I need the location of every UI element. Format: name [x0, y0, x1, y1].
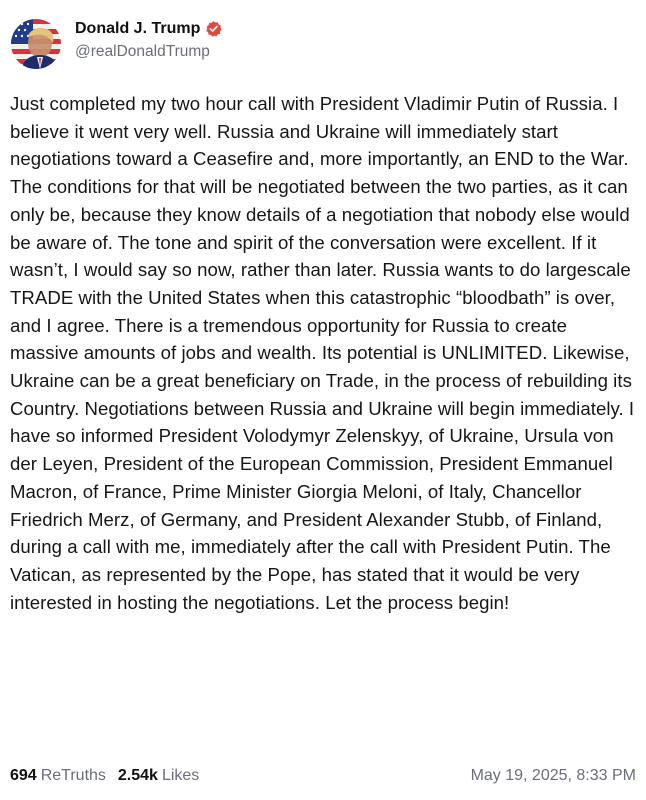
likes-label: Likes — [161, 767, 200, 784]
verified-badge-icon — [205, 20, 222, 37]
author-handle[interactable]: @realDonaldTrump — [75, 42, 210, 60]
display-name[interactable]: Donald J. Trump — [75, 19, 201, 37]
author-info — [75, 20, 222, 61]
avatar[interactable] — [11, 19, 61, 69]
post-body-text: Just completed my two hour call with President Vladimir Putin of Russia. I believe it went very well. Russia and Ukraine will immediately start negotiations toward a Ceasefire and, more importantly, an END to the War. The conditions for that will be negotiated between the two parties, as it can only be, because they know details of a negotiation that nobody else would be aware of. The tone and spirit of the conversation were excellent. If it wasn’t, I would say so now, rather than later. Russia wants to do largescale TRADE with the United States when this catastrophic “bloodbath” is over, and I agree. There is a tremendous opportunity for Russia to create massive amounts of jobs and wealth. Its potential is UNLIMITED. Likewise, Ukraine can be a great beneficiary on Trade, in the process of rebuilding its Country. Negotiations between Russia and Ukraine will begin immediately. I have so informed President Volodymyr Zelenskyy, of Ukraine, Ursula von der Leyen, President of the European Commission, President Emmanuel Macron, of France, Prime Minister Giorgia Meloni, of Italy, Chancellor Friedrich Merz, of Germany, and President Alexander Stubb, of Finland, during a call with me, immediately after the call with President Putin. The Vatican, as represented by the Pope, has stated that it would be very interested in hosting the negotiations. Let the process begin! — [10, 93, 635, 613]
retruths-count: 694 — [10, 767, 37, 784]
post-footer — [10, 767, 636, 785]
display-name-row — [75, 20, 222, 38]
post-timestamp[interactable]: May 19, 2025, 8:33 PM — [470, 767, 636, 784]
likes-stat[interactable] — [118, 767, 199, 785]
retruths-stat[interactable] — [10, 767, 106, 785]
retruths-label: ReTruths — [40, 767, 106, 784]
likes-count: 2.54k — [117, 767, 158, 784]
post-header — [10, 12, 636, 76]
flag-portrait-icon — [11, 19, 61, 69]
